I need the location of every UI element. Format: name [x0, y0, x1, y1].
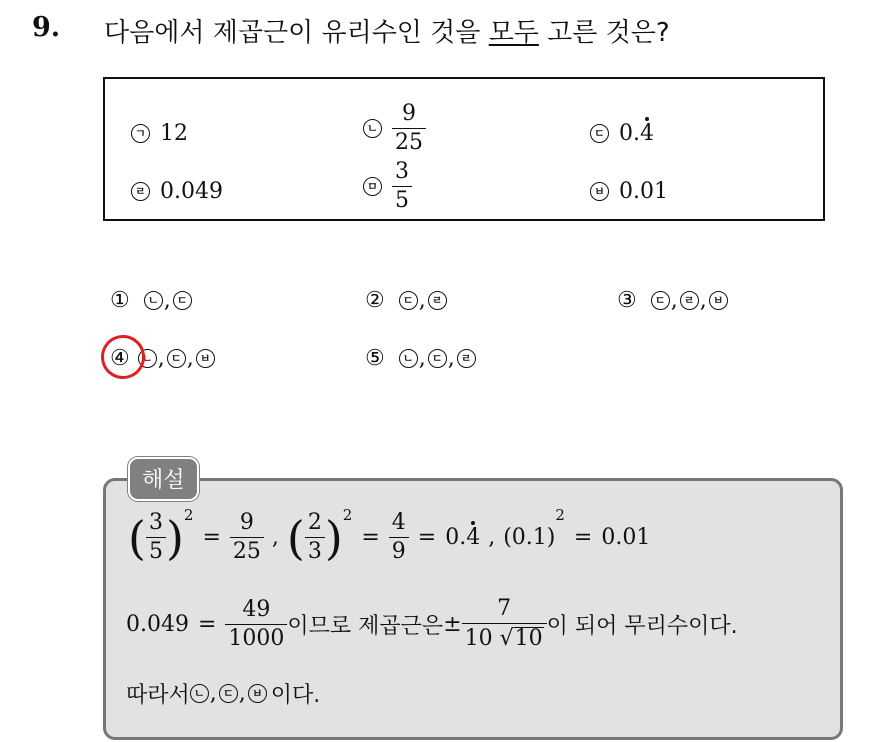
choice-number: ③ [617, 288, 637, 313]
item-value: 0.01 [619, 179, 668, 204]
circled-marker: ㅁ [363, 177, 382, 196]
answer-mark-circle [97, 331, 149, 383]
question-number: 9. [32, 12, 61, 43]
fraction: $\frac{2}{3}$ [305, 512, 325, 563]
fraction: $\frac{3}{5}$ [392, 161, 412, 212]
choice-3[interactable]: ③ ㄷ , ㄹ , ㅂ [617, 288, 729, 313]
choice-number: ② [365, 288, 385, 313]
choice-4[interactable]: ④ ㄴ , ㄷ , ㅂ [110, 346, 216, 371]
item-value: 0.049 [160, 179, 223, 204]
choice-1[interactable]: ① ㄴ , ㄷ [110, 288, 193, 313]
choice-number: ④ [110, 346, 130, 371]
solution-line-3: 따라서 ㄴ , ㄷ , ㅂ 이다. [126, 681, 321, 708]
fraction: $\frac{9}{25}$ [230, 512, 264, 563]
item-mieum [363, 161, 412, 212]
fraction: $\frac{49}{1000}$ [225, 599, 287, 650]
fraction: $\frac{9}{25}$ [392, 103, 426, 154]
circled-marker: ㄹ [131, 182, 150, 201]
repeating-digit: 4 [466, 525, 481, 550]
square-root: √ 10 [499, 626, 543, 651]
item-digeut: ㄷ 0. 4 [590, 121, 654, 146]
circled-marker: ㄷ [590, 124, 609, 143]
repeating-digit: 4 [640, 121, 654, 146]
items-box [103, 77, 825, 221]
circled-marker: ㄴ [363, 119, 382, 138]
choice-2[interactable]: ② ㄷ , ㄹ [365, 288, 448, 313]
item-value: 12 [160, 121, 188, 146]
question-text: 다음에서 제곱근이 유리수인 것을 모두 고른 것은? [104, 18, 670, 48]
item-bieup [590, 179, 668, 204]
item-nieun [363, 103, 426, 154]
solution-line-1: ( $\frac{3}{5}$ ) 2 = $\frac{9}{25}$ , ( $\frac{2}{3}$ ) 2 = $\frac{4}{9}$ = 0. 4 , (0.1) 2 = 0.01 [128, 506, 651, 565]
choice-number: ⑤ [365, 346, 385, 371]
item-rieul [131, 179, 223, 204]
fraction: $\frac{3}{5}$ [146, 512, 166, 563]
fraction: $\frac{4}{9}$ [389, 512, 409, 563]
solution-tag: 해설 [128, 457, 199, 501]
solution-line-2: 0.049 = $\frac{49}{1000}$ 이므로 제곱근은 ± 7 10 √ 10 이 되어 무리수이다. [126, 596, 738, 651]
fraction: 7 10 √ 10 [462, 598, 547, 650]
circled-marker: ㅂ [590, 182, 609, 201]
emphasis-underline: 모두 [488, 18, 539, 48]
choice-number: ① [110, 288, 130, 313]
item-giyeok [131, 121, 188, 146]
choice-5[interactable]: ⑤ ㄴ , ㄷ , ㄹ [365, 346, 477, 371]
circled-marker: ㄱ [131, 124, 150, 143]
